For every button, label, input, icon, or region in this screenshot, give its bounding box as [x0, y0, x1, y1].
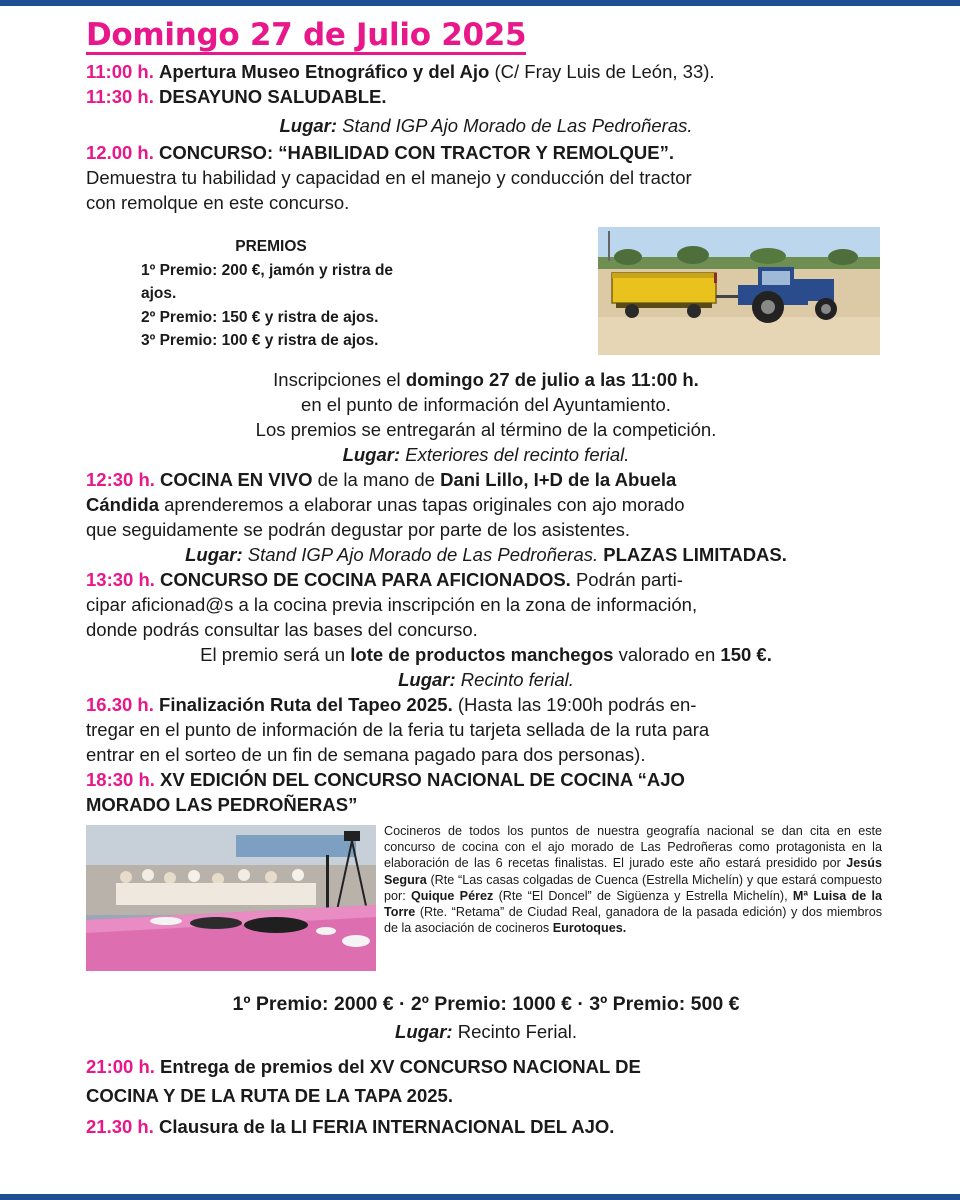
event-national-contest	[86, 767, 886, 792]
jury-member: Mª Luisa de la Torre	[384, 888, 883, 920]
tractor-prizes-row	[86, 215, 886, 355]
contest-text: Cocineros de todos los puntos de nuestra geografía nacional se dan cita en este concurso de cocina con el ajo morado de Las Pedroñeras como protagonista en la elaboración de las 6 recetas finalistas. El jurado este año estará presidido por	[384, 824, 882, 871]
contest-description	[384, 823, 882, 936]
event-desc: donde podrás consultar las bases del concurso.	[86, 619, 478, 640]
jury-president: Jesús Segura	[384, 856, 883, 887]
event-name: CONCURSO DE COCINA PARA AFICIONADOS.	[160, 569, 571, 590]
event-closing	[86, 1114, 886, 1139]
event-text: de la mano de	[317, 469, 435, 490]
event-chef: Dani Lillo, I+D de la Abuela	[440, 469, 677, 490]
prize-item: 2º Premio: 150 € y ristra de ajos.	[141, 308, 379, 326]
location-value: Stand IGP Ajo Morado de Las Pedroñeras.	[247, 544, 599, 565]
event-location	[86, 442, 886, 467]
event-name-cont: COCINA Y DE LA RUTA DE LA TAPA 2025.	[86, 1085, 453, 1106]
page-title: Domingo 27 de Julio 2025	[86, 17, 527, 53]
event-tractor	[86, 140, 886, 165]
location-label: Lugar:	[395, 1021, 453, 1042]
event-location	[86, 113, 886, 138]
location-label: Lugar:	[342, 444, 401, 465]
event-time: 18:30 h.	[86, 769, 155, 790]
limited-seats: PLAZAS LIMITADAS.	[603, 544, 787, 565]
event-location	[86, 667, 886, 692]
event-desc: Demuestra tu habilidad y capacidad en el manejo y conducción del tractor	[86, 167, 692, 188]
event-name: COCINA EN VIVO	[160, 469, 313, 490]
event-desc: tregar en el punto de información de la feria tu tarjeta sellada de la ruta para	[86, 719, 710, 740]
event-amateur-cooking	[86, 567, 886, 592]
event-desc	[86, 492, 886, 517]
program-page	[86, 18, 886, 1139]
event-desc: con remolque en este concurso.	[86, 192, 350, 213]
event-desc: cipar aficionad@s a la cocina previa inscripción en la zona de información,	[86, 594, 698, 615]
contest-text: (Rte “El Doncel” de Sigüenza y Estrella Michelín),	[498, 888, 788, 903]
tractor-photo	[598, 227, 880, 355]
event-location	[86, 1019, 886, 1044]
location-value: Exteriores del recinto ferial.	[405, 444, 630, 465]
jury-member: Quique Pérez	[411, 888, 494, 903]
event-time: 21.30 h.	[86, 1116, 154, 1137]
event-name: XV EDICIÓN DEL CONCURSO NACIONAL DE COCINA “AJO	[160, 769, 685, 790]
location-label: Lugar:	[398, 669, 456, 690]
registration-line: en el punto de información del Ayuntamiento.	[301, 394, 671, 415]
event-desc: que seguidamente se podrán degustar por parte de los asistentes.	[86, 519, 631, 540]
location-value: Recinto Ferial.	[457, 1021, 577, 1042]
event-name: Entrega de premios del XV CONCURSO NACIONAL DE	[160, 1056, 641, 1077]
event-time: 11:30 h.	[86, 86, 154, 107]
event-location	[86, 542, 886, 567]
event-time: 12.00 h.	[86, 142, 154, 163]
registration-line: Los premios se entregarán al término de la competición.	[255, 419, 717, 440]
event-tapas-route	[86, 692, 886, 717]
event-museum	[86, 59, 886, 84]
event-address: (C/ Fray Luis de León, 33).	[494, 61, 715, 82]
event-chef: Cándida	[86, 494, 159, 515]
location-label: Lugar:	[279, 115, 338, 136]
association-name: Eurotoques.	[552, 921, 627, 936]
location-label: Lugar:	[185, 544, 243, 565]
bottom-border	[0, 1194, 960, 1200]
registration-line	[86, 367, 886, 392]
prize-text: valorado en	[618, 644, 716, 665]
event-name: CONCURSO: “HABILIDAD CON TRACTOR Y REMOLQUE”.	[159, 142, 674, 163]
prize-item: 1º Premio: 200 €, jamón y ristra de ajos.	[141, 261, 394, 302]
cooking-contest-photo	[86, 825, 376, 971]
location-value: Stand IGP Ajo Morado de Las Pedroñeras.	[342, 115, 693, 136]
prize-amount: 150 €.	[720, 644, 772, 665]
event-desc: entrar en el sorteo de un fin de semana pagado para dos personas).	[86, 744, 646, 765]
event-time: 16.30 h.	[86, 694, 154, 715]
registration-text: Inscripciones el	[273, 369, 401, 390]
event-time: 12:30 h.	[86, 469, 155, 490]
contest-text: (Rte “Las casas colgadas de Cuenca (Estrella Michelín) y que estará compuesto por:	[384, 872, 883, 903]
prize-item: lote de productos manchegos	[350, 644, 614, 665]
event-time: 21:00 h.	[86, 1056, 155, 1077]
prize-text: El premio será un	[200, 644, 346, 665]
location-value: Recinto ferial.	[460, 669, 574, 690]
prize-item: 3º Premio: 100 € y ristra de ajos.	[141, 332, 379, 349]
event-name: Apertura Museo Etnográfico y del Ajo	[159, 61, 490, 82]
event-text: (Hasta las 19:00h podrás en-	[457, 694, 697, 715]
prizes-list	[141, 235, 401, 353]
event-name: DESAYUNO SALUDABLE.	[159, 86, 387, 107]
registration-date: domingo 27 de julio a las 11:00 h.	[405, 369, 699, 390]
event-text: aprenderemos a elaborar unas tapas originales con ajo morado	[164, 494, 685, 515]
event-breakfast	[86, 84, 886, 109]
event-awards	[86, 1054, 886, 1079]
event-name: Finalización Ruta del Tapeo 2025.	[159, 694, 453, 715]
event-text: Podrán parti-	[575, 569, 683, 590]
top-border	[0, 0, 960, 6]
national-prizes: 1º Premio: 2000 € · 2º Premio: 1000 € · 3º Premio: 500 €	[232, 993, 740, 1015]
event-time: 11:00 h.	[86, 61, 154, 82]
event-cooking-live	[86, 467, 886, 492]
contest-text: (Rte. “Retama” de Ciudad Real, ganadora de la pasada edición) y dos miembros de la asociación de cocineros	[384, 905, 882, 936]
event-name: Clausura de la LI FERIA INTERNACIONAL DEL AJO.	[159, 1116, 615, 1137]
national-contest-detail	[86, 819, 886, 979]
prizes-heading: PREMIOS	[235, 238, 307, 255]
event-name-cont: MORADO LAS PEDROÑERAS”	[86, 794, 358, 815]
event-prize	[86, 642, 886, 667]
event-time: 13:30 h.	[86, 569, 155, 590]
